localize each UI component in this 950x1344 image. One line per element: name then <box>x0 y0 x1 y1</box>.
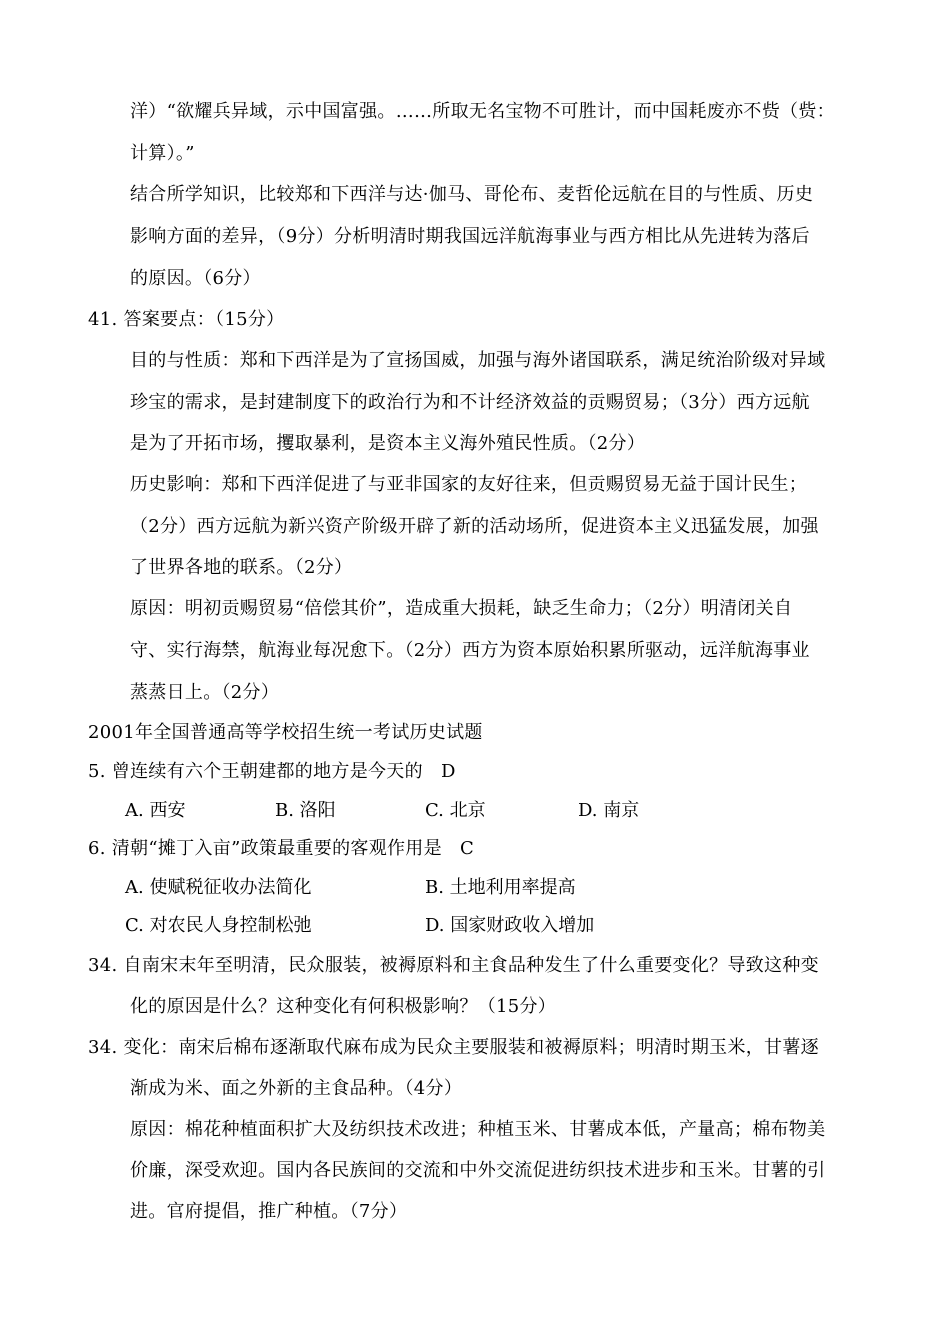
text-line: 洋）“欲耀兵异域，示中国富强。……所取无名宝物不可胜计，而中国耗废亦不赀（赀： <box>130 101 835 122</box>
text-line: 了世界各地的联系。（2分） <box>130 557 353 578</box>
question-6: 6. 清朝“摊丁入亩”政策最重要的客观作用是 C <box>88 838 475 859</box>
text-line: 守、实行海禁，航海业每况愈下。（2分）西方为资本原始积累所驱动，远洋航海事业 <box>130 640 810 661</box>
answer-heading: 41. 答案要点：（15分） <box>88 309 285 330</box>
q6-option-c: C. 对农民人身控制松弛 <box>125 915 312 936</box>
question-34: 34. 自南宋末年至明清，民众服装，被褥原料和主食品种发生了什么重要变化？导致这种变 <box>88 955 819 976</box>
text-line: 目的与性质：郑和下西洋是为了宣扬国威，加强与海外诸国联系，满足统治阶级对异域 <box>130 350 826 371</box>
answer-34: 34. 变化：南宋后棉布逐渐取代麻布成为民众主要服装和被褥原料；明清时期玉米，甘薯逐 <box>88 1037 819 1058</box>
text-line: 是为了开拓市场，攫取暴利，是资本主义海外殖民性质。（2分） <box>130 433 646 454</box>
q5-option-d: D. 南京 <box>578 800 640 821</box>
text-line: 价廉，深受欢迎。国内各民族间的交流和中外交流促进纺织技术进步和玉米。甘薯的引 <box>130 1160 826 1181</box>
text-line: 渐成为米、面之外新的主食品种。（4分） <box>130 1078 463 1099</box>
text-line: 的原因。（6分） <box>130 268 261 289</box>
text-line: 原因：明初贡赐贸易“倍偿其价”，造成重大损耗，缺乏生命力；（2分）明清闭关自 <box>130 598 793 619</box>
text-line: 影响方面的差异，（9分）分析明清时期我国远洋航海事业与西方相比从先进转为落后 <box>130 226 810 247</box>
text-line: 结合所学知识，比较郑和下西洋与达·伽马、哥伦布、麦哲伦远航在目的与性质、历史 <box>130 184 814 205</box>
q5-option-c: C. 北京 <box>425 800 486 821</box>
text-line: 历史影响：郑和下西洋促进了与亚非国家的友好往来，但贡赐贸易无益于国计民生； <box>130 474 808 495</box>
exam-title: 2001年全国普通高等学校招生统一考试历史试题 <box>88 722 483 743</box>
q6-option-a: A. 使赋税征收办法简化 <box>125 877 312 898</box>
text-line: （2分）西方远航为新兴资产阶级开辟了新的活动场所，促进资本主义迅猛发展，加强 <box>130 516 819 537</box>
text-line: 计算）。” <box>130 143 195 164</box>
question-5: 5. 曾连续有六个王朝建都的地方是今天的 D <box>88 761 456 782</box>
text-line: 进。官府提倡，推广种植。（7分） <box>130 1201 408 1222</box>
text-line: 化的原因是什么？这种变化有何积极影响？（15分） <box>130 996 557 1017</box>
text-line: 原因：棉花种植面积扩大及纺织技术改进；种植玉米、甘薯成本低，产量高；棉布物美 <box>130 1119 826 1140</box>
text-line: 蒸蒸日上。（2分） <box>130 682 280 703</box>
q6-option-b: B. 土地利用率提高 <box>425 877 576 898</box>
q6-option-d: D. 国家财政收入增加 <box>425 915 595 936</box>
q5-option-a: A. 西安 <box>125 800 186 821</box>
text-line: 珍宝的需求，是封建制度下的政治行为和不计经济效益的贡赐贸易；（3分）西方远航 <box>130 392 810 413</box>
q5-option-b: B. 洛阳 <box>275 800 336 821</box>
